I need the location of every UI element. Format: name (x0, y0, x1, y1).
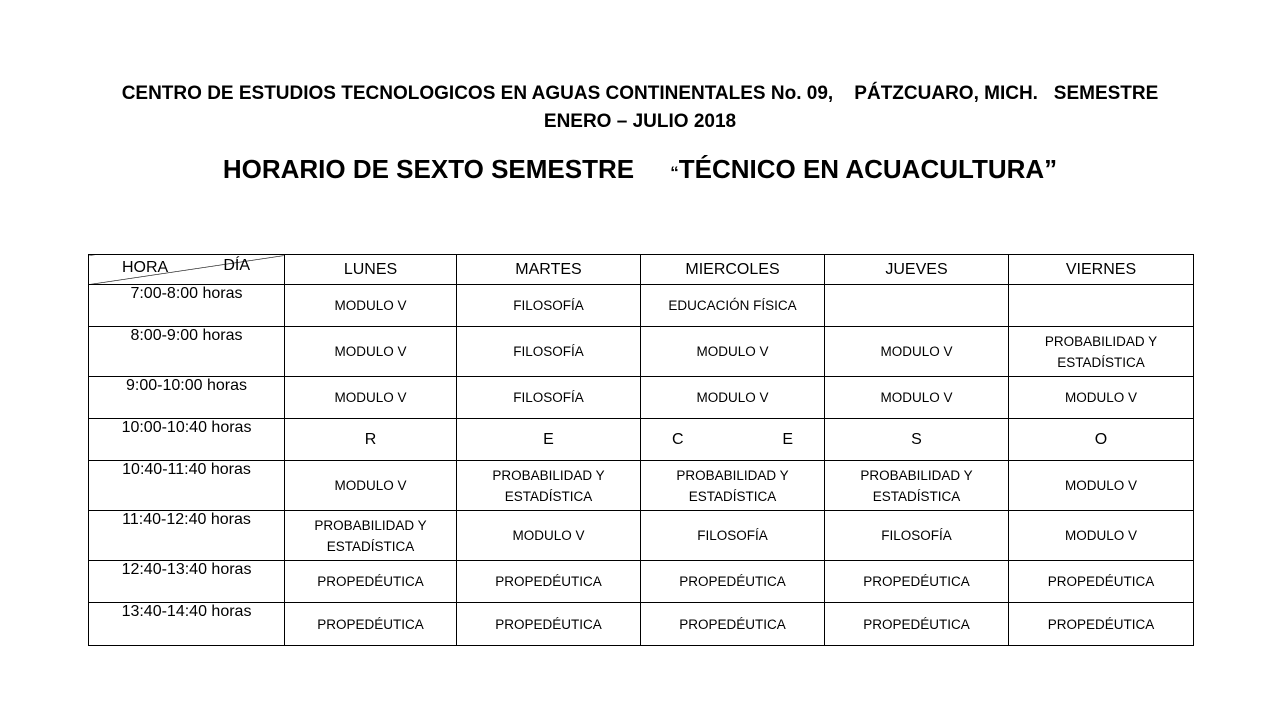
class-cell: PROBABILIDAD Y ESTADÍSTICA (1009, 327, 1194, 377)
class-cell: PROPEDÉUTICA (1009, 561, 1194, 603)
class-cell: FILOSOFÍA (457, 327, 641, 377)
class-cell: FILOSOFÍA (457, 377, 641, 419)
table-row (89, 377, 1194, 419)
class-cell: MODULO V (457, 511, 641, 561)
class-cell: PROPEDÉUTICA (457, 561, 641, 603)
time-slot: 10:00-10:40 horas (89, 419, 285, 461)
schedule-title (100, 152, 1180, 190)
class-cell (1009, 285, 1194, 327)
schedule-title-right: TÉCNICO EN ACUACULTURA” (678, 154, 1058, 184)
class-cell (825, 285, 1009, 327)
recess-letter: E (457, 419, 641, 461)
class-cell: PROPEDÉUTICA (285, 561, 457, 603)
corner-day-label: DÍA (223, 257, 250, 274)
class-cell: MODULO V (285, 327, 457, 377)
recess-letter: S (825, 419, 1009, 461)
class-cell: MODULO V (1009, 377, 1194, 419)
table-row (89, 285, 1194, 327)
recess-letter: C (672, 430, 684, 448)
institution-heading (100, 80, 1180, 136)
table-row (89, 461, 1194, 511)
class-cell: PROPEDÉUTICA (825, 561, 1009, 603)
class-cell: FILOSOFÍA (825, 511, 1009, 561)
class-cell: FILOSOFÍA (641, 511, 825, 561)
schedule-title-left: HORARIO DE SEXTO SEMESTRE (222, 154, 635, 184)
class-cell: MODULO V (825, 327, 1009, 377)
table-header-row (89, 255, 1194, 285)
class-cell: MODULO V (1009, 461, 1194, 511)
class-cell: PROBABILIDAD Y ESTADÍSTICA (457, 461, 641, 511)
time-slot: 9:00-10:00 horas (89, 377, 285, 419)
class-cell: PROPEDÉUTICA (641, 561, 825, 603)
day-header: LUNES (285, 255, 457, 285)
recess-cell-split (641, 419, 825, 461)
class-cell: MODULO V (825, 377, 1009, 419)
day-header: VIERNES (1009, 255, 1194, 285)
class-cell: PROPEDÉUTICA (641, 603, 825, 646)
class-cell: MODULO V (1009, 511, 1194, 561)
recess-letter: O (1009, 419, 1194, 461)
time-slot: 12:40-13:40 horas (89, 561, 285, 603)
class-cell: MODULO V (641, 377, 825, 419)
schedule-table (88, 254, 1194, 646)
table-row (89, 603, 1194, 646)
institution-line: CENTRO DE ESTUDIOS TECNOLOGICOS EN AGUAS CONTINENTALES No. 09, PÁTZCUARO, MICH. SEMESTRE (121, 83, 1159, 104)
class-cell: EDUCACIÓN FÍSICA (641, 285, 825, 327)
recess-letter: E (782, 430, 793, 448)
class-cell: FILOSOFÍA (457, 285, 641, 327)
class-cell: PROPEDÉUTICA (457, 603, 641, 646)
corner-cell (89, 255, 285, 285)
table-row (89, 511, 1194, 561)
recess-letter: R (285, 419, 457, 461)
class-cell: PROPEDÉUTICA (1009, 603, 1194, 646)
class-cell: MODULO V (285, 461, 457, 511)
time-slot: 8:00-9:00 horas (89, 327, 285, 377)
class-cell: PROBABILIDAD Y ESTADÍSTICA (641, 461, 825, 511)
schedule-title-quote: “ (670, 163, 679, 182)
class-cell: MODULO V (285, 377, 457, 419)
class-cell: MODULO V (641, 327, 825, 377)
class-cell: MODULO V (285, 285, 457, 327)
time-slot: 10:40-11:40 horas (89, 461, 285, 511)
class-cell: PROBABILIDAD Y ESTADÍSTICA (825, 461, 1009, 511)
day-header: MIERCOLES (641, 255, 825, 285)
time-slot: 7:00-8:00 horas (89, 285, 285, 327)
class-cell: PROPEDÉUTICA (825, 603, 1009, 646)
table-row (89, 561, 1194, 603)
class-cell: PROPEDÉUTICA (285, 603, 457, 646)
table-row (89, 327, 1194, 377)
semester-line: ENERO – JULIO 2018 (543, 111, 737, 132)
recess-row (89, 419, 1194, 461)
class-cell: PROBABILIDAD Y ESTADÍSTICA (285, 511, 457, 561)
corner-hour-label: HORA (122, 259, 169, 276)
time-slot: 11:40-12:40 horas (89, 511, 285, 561)
day-header: JUEVES (825, 255, 1009, 285)
time-slot: 13:40-14:40 horas (89, 603, 285, 646)
day-header: MARTES (457, 255, 641, 285)
